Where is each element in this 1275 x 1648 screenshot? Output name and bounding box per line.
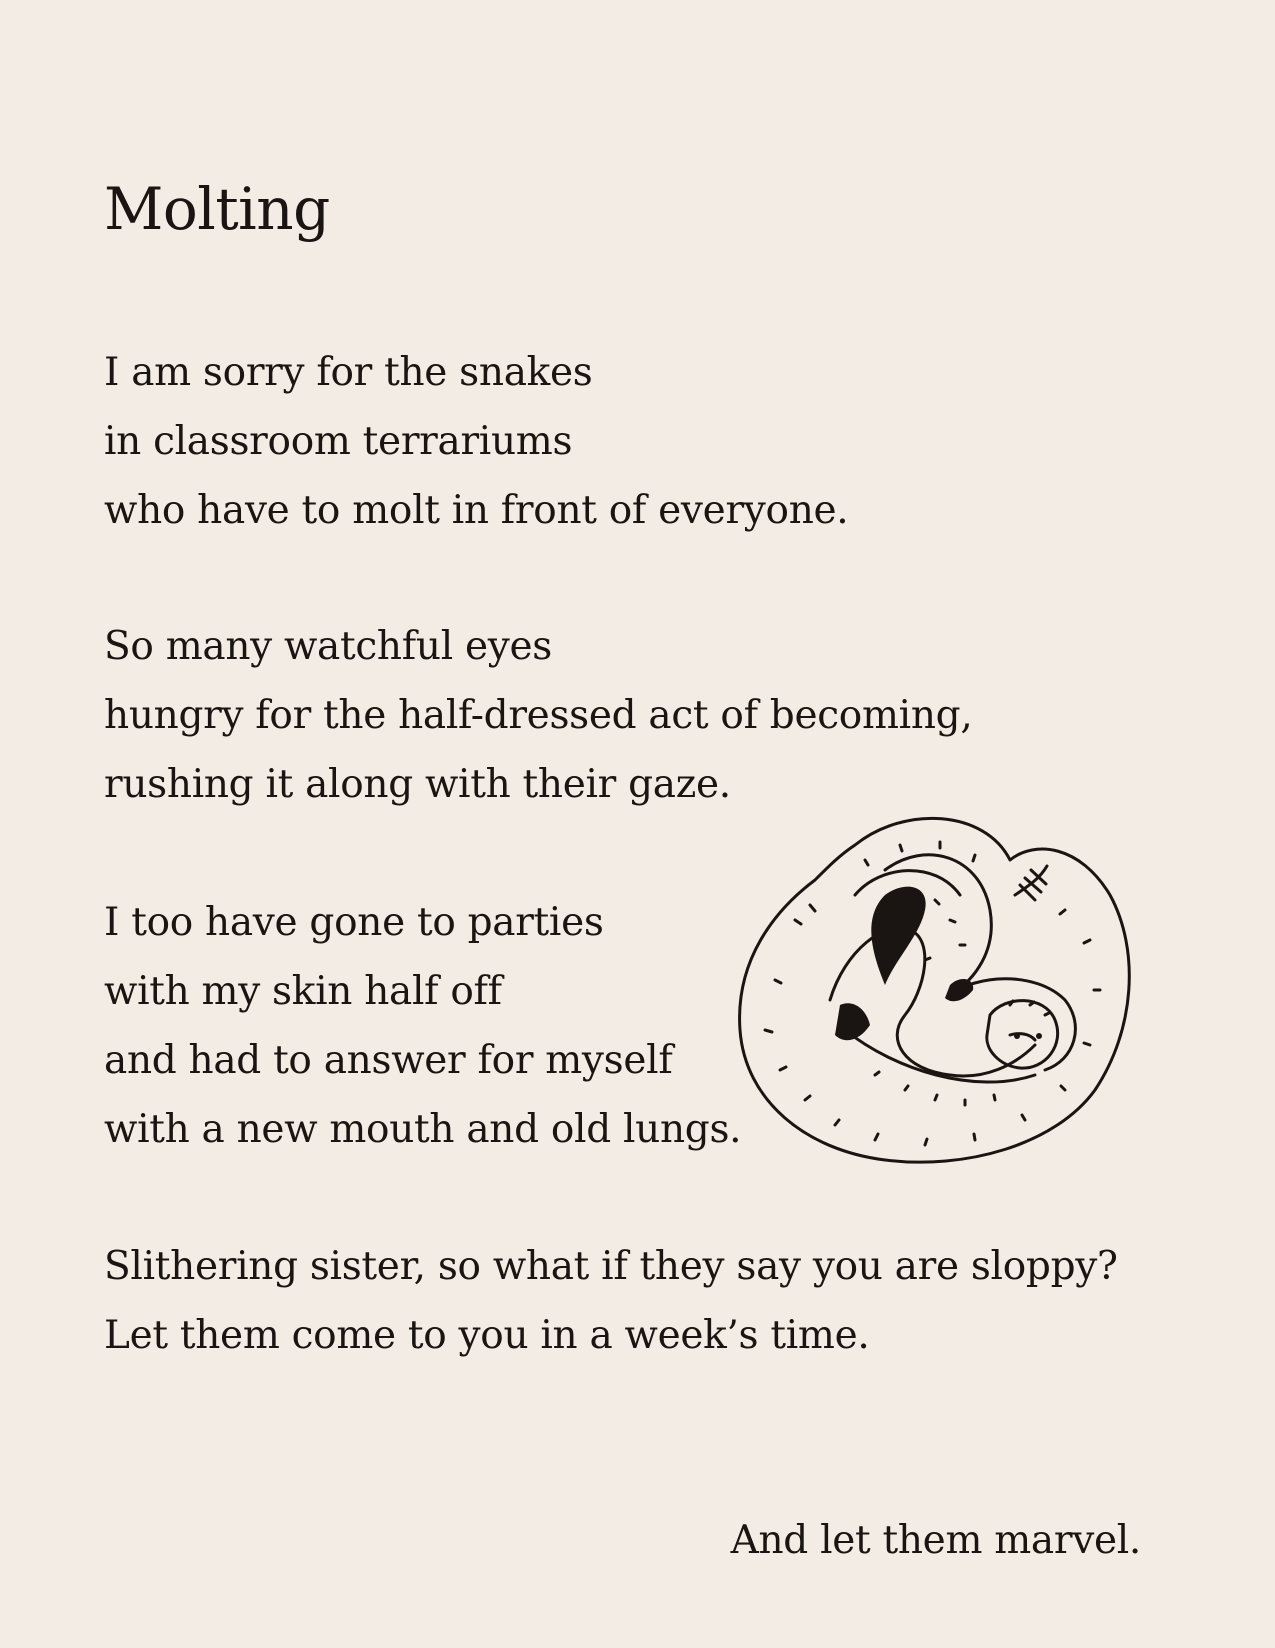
poem-title: Molting	[104, 175, 330, 243]
poem-line: Slithering sister, so what if they say you are sloppy?	[104, 1244, 1118, 1289]
poem-line: hungry for the half-dressed act of becoming,	[104, 693, 973, 738]
poem-line: and had to answer for myself	[104, 1038, 673, 1083]
poem-line: in classroom terrariums	[104, 419, 573, 464]
stanza-4	[104, 1232, 1118, 1370]
poem-line: So many watchful eyes	[104, 624, 552, 669]
poem-line: with my skin half off	[104, 969, 502, 1014]
poem-line: with a new mouth and old lungs.	[104, 1107, 742, 1152]
poem-line: I am sorry for the snakes	[104, 350, 593, 395]
stanza-3	[104, 888, 741, 1164]
coiled-snake-icon	[735, 800, 1145, 1170]
poem-line: who have to molt in front of everyone.	[104, 488, 849, 533]
poem-line: I too have gone to parties	[104, 900, 604, 945]
stanza-2	[104, 612, 972, 819]
stanza-1	[104, 338, 848, 545]
poem-line: Let them come to you in a week’s time.	[104, 1313, 870, 1358]
closing-line: And let them marvel.	[730, 1518, 1141, 1563]
poem-line: rushing it along with their gaze.	[104, 762, 731, 807]
